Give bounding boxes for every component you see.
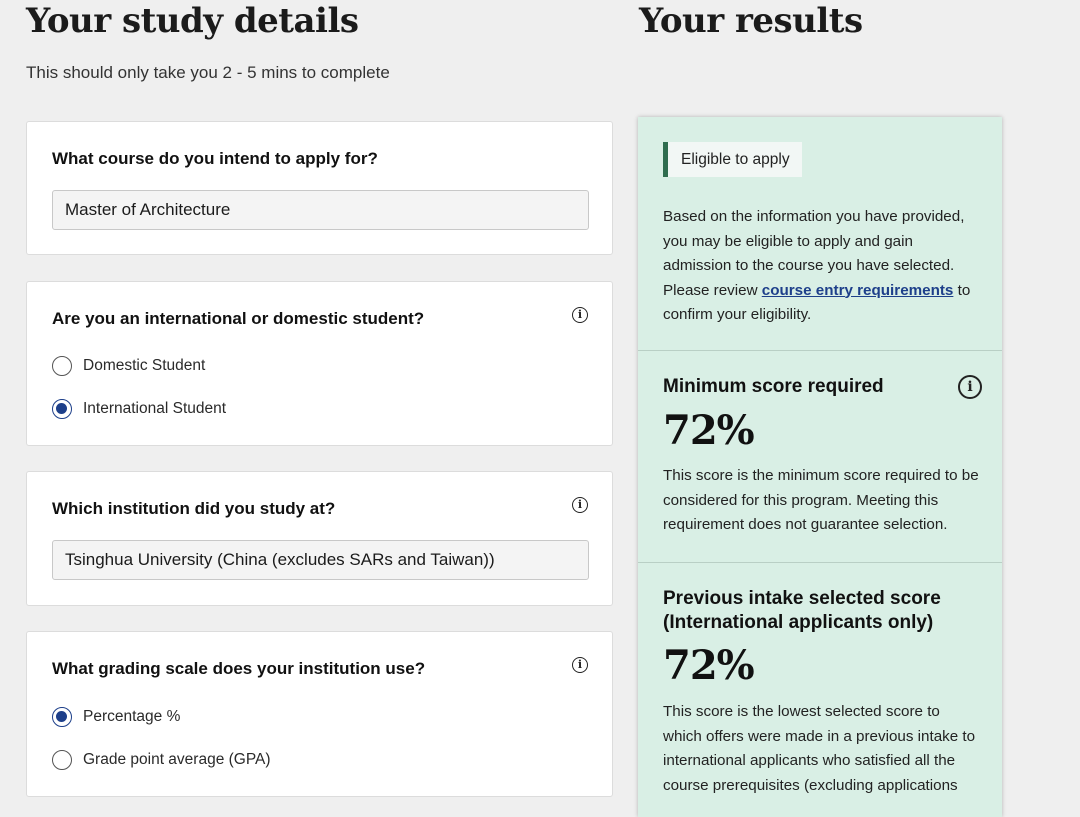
radio-percentage[interactable] <box>52 706 180 728</box>
radio-label: Grade point average (GPA) <box>83 751 271 768</box>
course-question: What course do you intend to apply for? <box>52 149 378 168</box>
page-subtitle: This should only take you 2 - 5 mins to complete <box>26 63 390 82</box>
info-icon[interactable]: i <box>572 657 588 673</box>
info-icon[interactable]: i <box>958 375 982 399</box>
info-icon[interactable]: i <box>572 307 588 323</box>
institution-card <box>26 471 613 606</box>
eligibility-text-after: to confirm your eligibility. <box>663 281 971 323</box>
prev-intake-title: Previous intake selected score (International applicants only) <box>663 588 941 633</box>
radio-button[interactable] <box>52 750 72 770</box>
institution-question: Which institution did you study at? <box>52 499 336 518</box>
grading-card <box>26 631 613 797</box>
course-entry-requirements-link[interactable]: course entry requirements <box>761 281 954 299</box>
min-score-description: This score is the minimum score required to be considered for this program. Meeting this requirement does not guarantee selection. <box>663 467 979 533</box>
radio-button-selected[interactable] <box>52 399 72 419</box>
page-title: Your study details <box>26 1 359 41</box>
eligibility-text <box>663 205 979 328</box>
eligibility-text-before: Based on the information you have provided, you may be eligible to apply and gain admission to the course you have selected. Please review <box>663 208 965 299</box>
min-score-title: Minimum score required <box>663 376 884 397</box>
institution-field[interactable]: Tsinghua University (China (excludes SARs and Taiwan)) <box>52 540 589 580</box>
course-card <box>26 121 613 255</box>
divider <box>638 350 1002 351</box>
divider <box>638 562 1002 563</box>
grading-question: What grading scale does your institution use? <box>52 659 426 678</box>
info-icon[interactable]: i <box>572 497 588 513</box>
student-type-card <box>26 281 613 446</box>
results-title: Your results <box>639 1 863 41</box>
prev-intake-description: This score is the lowest selected score to which offers were made in a previous intake to international applicants who satisfied all the course prerequisites (excluding applications <box>663 703 976 794</box>
course-field[interactable]: Master of Architecture <box>52 190 589 230</box>
results-panel <box>638 117 1002 817</box>
eligibility-badge: Eligible to apply <box>663 142 802 177</box>
radio-button-selected[interactable] <box>52 707 72 727</box>
radio-button[interactable] <box>52 356 72 376</box>
radio-gpa[interactable] <box>52 749 271 771</box>
radio-label: Percentage % <box>83 708 181 725</box>
radio-domestic-student[interactable] <box>52 355 205 377</box>
radio-label: International Student <box>83 400 227 417</box>
radio-label: Domestic Student <box>83 357 206 374</box>
min-score-value: 72% <box>663 407 754 454</box>
radio-international-student[interactable] <box>52 398 226 420</box>
prev-intake-value: 72% <box>663 642 754 689</box>
student-type-question: Are you an international or domestic student? <box>52 309 425 328</box>
